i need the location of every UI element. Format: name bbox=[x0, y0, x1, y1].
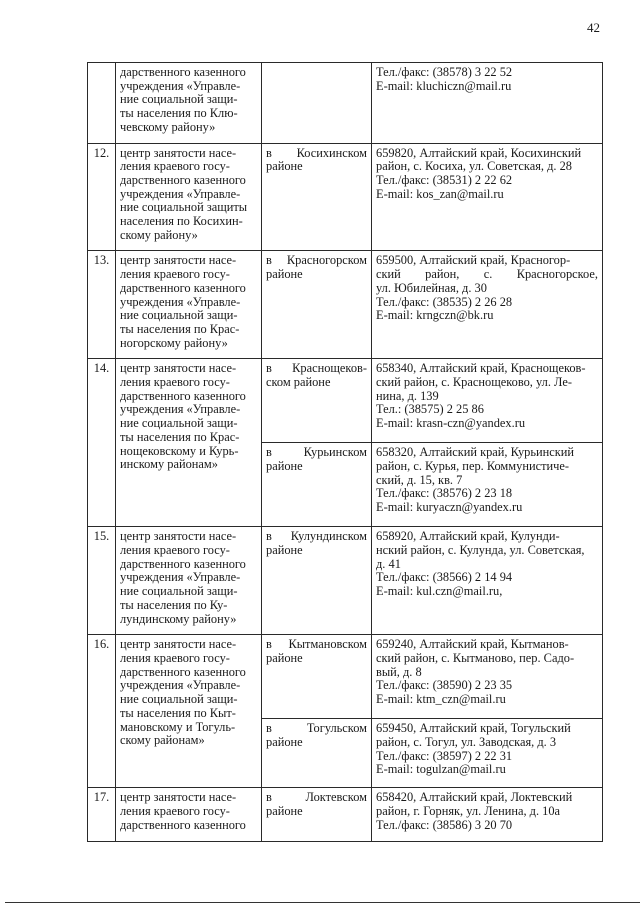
text-line: дарственного казенного bbox=[120, 172, 246, 187]
text-line: учреждения «Управле- bbox=[120, 78, 241, 93]
district-cell bbox=[262, 251, 372, 359]
text-line: ления краевого госу- bbox=[120, 267, 230, 282]
text-line: дарственного казенного bbox=[120, 65, 246, 79]
page-bottom-edge bbox=[5, 902, 640, 903]
row-number: 16. bbox=[88, 635, 116, 788]
text-line: 659450, Алтайский край, Тогульский bbox=[376, 721, 571, 736]
text-line: ский район, с. Краснощеково, ул. Ле- bbox=[376, 375, 572, 390]
table-row bbox=[88, 527, 603, 635]
table-row bbox=[88, 359, 603, 443]
district-prefix: в bbox=[266, 361, 272, 376]
address-cell bbox=[372, 719, 603, 788]
address-cell bbox=[372, 788, 603, 842]
organization-cell bbox=[116, 251, 262, 359]
district-prefix: в bbox=[266, 790, 272, 805]
row-number: 17. bbox=[88, 788, 116, 842]
email-text: E-mail: kul.czn@mail.ru, bbox=[376, 584, 503, 599]
district-name: Курьинском bbox=[303, 445, 367, 460]
address-cell bbox=[372, 443, 603, 527]
text-line: 659500, Алтайский край, Красногор- bbox=[376, 253, 571, 268]
district-rest: районе bbox=[266, 803, 303, 818]
text-line: ты населения по Крас- bbox=[120, 429, 240, 444]
text-line: район, с. Косиха, ул. Советская, д. 28 bbox=[376, 159, 572, 174]
text-line: учреждения «Управле- bbox=[120, 402, 241, 417]
text-line: чевскому району» bbox=[120, 119, 216, 134]
text-line: дарственного казенного bbox=[120, 556, 246, 571]
text-line: ления краевого госу- bbox=[120, 375, 230, 390]
text-line: дарственного казенного bbox=[120, 388, 246, 403]
organization-cell bbox=[116, 143, 262, 251]
row-number: 12. bbox=[88, 143, 116, 251]
district-name: Краснощеков- bbox=[292, 361, 367, 376]
text-line: ние социальной защи- bbox=[120, 584, 238, 599]
text-line: центр занятости насе- bbox=[120, 145, 237, 160]
text-line: ногорскому району» bbox=[120, 335, 228, 350]
district-prefix: в bbox=[266, 253, 272, 268]
text-line: скому районам» bbox=[120, 733, 205, 748]
district-name: Кулундинском bbox=[290, 529, 367, 544]
text-line: Тел./факс: (38597) 2 22 31 bbox=[376, 748, 513, 763]
text-line: Тел./факс: (38535) 2 26 28 bbox=[376, 294, 513, 309]
district-cell bbox=[262, 63, 372, 144]
text-line: нский район, с. Кулунда, ул. Советская, bbox=[376, 543, 585, 558]
text-line: ский район, с. Красногорское, bbox=[376, 267, 598, 282]
text-line: ние социальной защи- bbox=[120, 416, 238, 431]
text-line: Тел./факс: (38531) 2 22 62 bbox=[376, 172, 513, 187]
text-line: центр занятости насе- bbox=[120, 361, 237, 376]
district-name: Локтевском bbox=[305, 790, 367, 805]
email-text: E-mail: krngczn@bk.ru bbox=[376, 308, 494, 323]
organization-cell bbox=[116, 359, 262, 527]
district-cell bbox=[262, 527, 372, 635]
email-text: E-mail: kluchiczn@mail.ru bbox=[376, 78, 512, 93]
address-cell bbox=[372, 635, 603, 719]
text-line: Тел./факс: (38590) 2 23 35 bbox=[376, 678, 513, 693]
district-name: Красногорском bbox=[286, 253, 367, 268]
text-line: инскому районам» bbox=[120, 457, 218, 472]
text-line: центр занятости насе- bbox=[120, 637, 237, 652]
text-line: дарственного казенного bbox=[120, 280, 246, 295]
text-line: лундинскому району» bbox=[120, 611, 237, 626]
text-line: ул. Юбилейная, д. 30 bbox=[376, 280, 487, 295]
table-row bbox=[88, 63, 603, 144]
email-text: E-mail: togulzan@mail.ru bbox=[376, 762, 506, 777]
district-rest: районе bbox=[266, 543, 303, 558]
text-line: центр занятости насе- bbox=[120, 529, 237, 544]
address-cell bbox=[372, 527, 603, 635]
email-text: E-mail: kuryaczn@yandex.ru bbox=[376, 500, 523, 515]
text-line: ления краевого госу- bbox=[120, 650, 230, 665]
organization-cell bbox=[116, 527, 262, 635]
organization-cell bbox=[116, 635, 262, 788]
address-cell bbox=[372, 63, 603, 144]
district-rest: районе bbox=[266, 267, 303, 282]
address-cell bbox=[372, 251, 603, 359]
text-line: учреждения «Управле- bbox=[120, 294, 241, 309]
district-name: Косихинском bbox=[296, 145, 367, 160]
employment-centers-table bbox=[87, 62, 603, 842]
text-line: ты населения по Крас- bbox=[120, 321, 240, 336]
text-line: ты населения по Ку- bbox=[120, 597, 228, 612]
district-rest: районе bbox=[266, 159, 303, 174]
text-line: 658920, Алтайский край, Кулунди- bbox=[376, 529, 560, 544]
district-prefix: в bbox=[266, 445, 272, 460]
text-line: населения по Косихин- bbox=[120, 214, 243, 229]
text-line: ние социальной защи- bbox=[120, 308, 238, 323]
text-line: учреждения «Управле- bbox=[120, 570, 241, 585]
text-line: Тел./факс: (38566) 2 14 94 bbox=[376, 570, 513, 585]
text-line: 659820, Алтайский край, Косихинский bbox=[376, 145, 582, 160]
organization-cell bbox=[116, 788, 262, 842]
text-line: 658340, Алтайский край, Краснощеков- bbox=[376, 361, 586, 376]
text-line: Тел.: (38575) 2 25 86 bbox=[376, 402, 484, 417]
text-line: ский, д. 15, кв. 7 bbox=[376, 472, 463, 487]
table-row bbox=[88, 635, 603, 719]
address-cell bbox=[372, 143, 603, 251]
page-number: 42 bbox=[587, 20, 600, 35]
text-line: ления краевого госу- bbox=[120, 159, 230, 174]
text-line: скому району» bbox=[120, 227, 198, 242]
district-cell bbox=[262, 359, 372, 443]
text-line: ты населения по Клю- bbox=[120, 106, 238, 121]
text-line: центр занятости насе- bbox=[120, 790, 237, 805]
text-line: район, с. Курья, пер. Коммунистиче- bbox=[376, 459, 569, 474]
district-prefix: в bbox=[266, 529, 272, 544]
table-row bbox=[88, 251, 603, 359]
text-line: центр занятости насе- bbox=[120, 253, 237, 268]
text-line: ский район, с. Кытманово, пер. Садо- bbox=[376, 650, 575, 665]
district-cell bbox=[262, 788, 372, 842]
email-text: E-mail: krasn-czn@yandex.ru bbox=[376, 416, 526, 431]
district-cell bbox=[262, 719, 372, 788]
text-line: Тел./факс: (38576) 2 23 18 bbox=[376, 486, 513, 501]
table-row bbox=[88, 143, 603, 251]
district-cell bbox=[262, 443, 372, 527]
organization-cell bbox=[116, 63, 262, 144]
row-number: 15. bbox=[88, 527, 116, 635]
text-line: ние социальной защиты bbox=[120, 200, 248, 215]
district-name: Тогульском bbox=[306, 721, 367, 736]
text-line: дарственного казенного bbox=[120, 664, 246, 679]
district-rest: ском районе bbox=[266, 375, 331, 390]
text-line: мановскому и Тогуль- bbox=[120, 719, 236, 734]
district-cell bbox=[262, 143, 372, 251]
text-line: Тел./факс: (38578) 3 22 52 bbox=[376, 65, 513, 79]
text-line: ления краевого госу- bbox=[120, 543, 230, 558]
email-text: E-mail: kos_zan@mail.ru bbox=[376, 186, 504, 201]
district-prefix: в bbox=[266, 637, 272, 652]
text-line: дарственного казенного bbox=[120, 817, 246, 832]
district-rest: районе bbox=[266, 734, 303, 749]
text-line: Тел./факс: (38586) 3 20 70 bbox=[376, 817, 513, 832]
text-line: нина, д. 139 bbox=[376, 388, 439, 403]
district-cell bbox=[262, 635, 372, 719]
text-line: нощековскому и Курь- bbox=[120, 443, 239, 458]
district-prefix: в bbox=[266, 721, 272, 736]
table-row bbox=[88, 788, 603, 842]
address-cell bbox=[372, 359, 603, 443]
district-rest: районе bbox=[266, 650, 303, 665]
row-number: 13. bbox=[88, 251, 116, 359]
text-line: учреждения «Управле- bbox=[120, 186, 241, 201]
text-line: 659240, Алтайский край, Кытманов- bbox=[376, 637, 569, 652]
text-line: район, с. Тогул, ул. Заводская, д. 3 bbox=[376, 734, 557, 749]
text-line: ления краевого госу- bbox=[120, 803, 230, 818]
district-rest: районе bbox=[266, 459, 303, 474]
text-line: вый, д. 8 bbox=[376, 664, 422, 679]
row-number bbox=[88, 63, 116, 144]
text-line: район, г. Горняк, ул. Ленина, д. 10а bbox=[376, 803, 561, 818]
text-line: учреждения «Управле- bbox=[120, 678, 241, 693]
text-line: 658420, Алтайский край, Локтевский bbox=[376, 790, 573, 805]
row-number: 14. bbox=[88, 359, 116, 527]
text-line: ние социальной защи- bbox=[120, 692, 238, 707]
district-name: Кытмановском bbox=[288, 637, 367, 652]
email-text: E-mail: ktm_czn@mail.ru bbox=[376, 692, 506, 707]
text-line: 658320, Алтайский край, Курьинский bbox=[376, 445, 575, 460]
text-line: ние социальной защи- bbox=[120, 92, 238, 107]
text-line: ты населения по Кыт- bbox=[120, 705, 236, 720]
district-prefix: в bbox=[266, 145, 272, 160]
text-line: д. 41 bbox=[376, 556, 401, 571]
